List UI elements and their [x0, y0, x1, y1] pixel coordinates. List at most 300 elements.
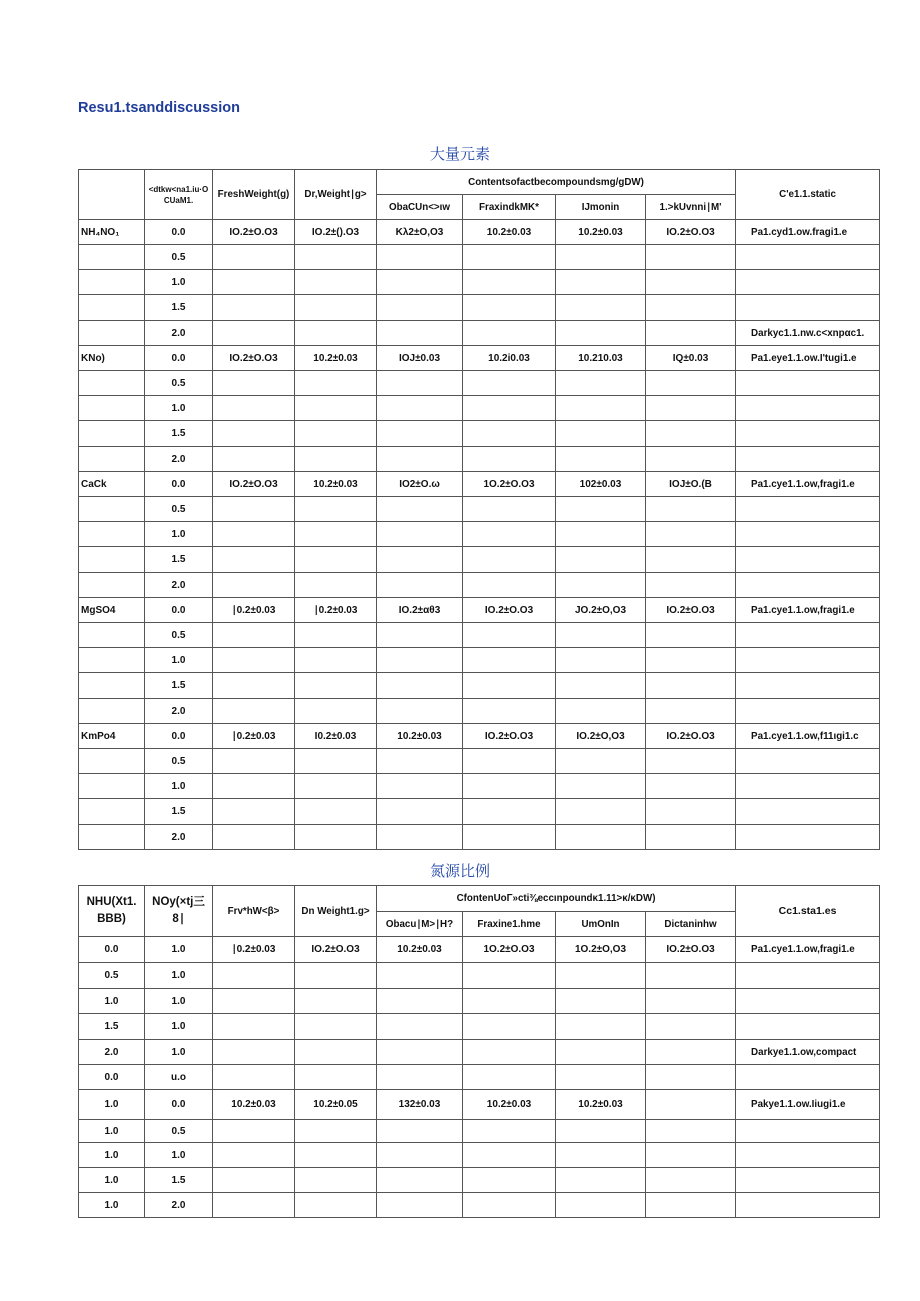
no3-ratio-cell: 1.0 [145, 1014, 213, 1040]
callus-note-cell [736, 1143, 880, 1168]
value-cell: 10.2i0.03 [463, 346, 556, 371]
value-cell [295, 421, 377, 447]
concentration-cell: 0.5 [145, 749, 213, 774]
table-row [79, 1040, 880, 1065]
concentration-cell: 1.5 [145, 421, 213, 447]
value-cell [556, 1120, 646, 1143]
value-cell: ∣0.2±0.03 [213, 598, 295, 623]
callus-note-cell [736, 573, 880, 598]
value-cell [646, 1040, 736, 1065]
value-cell [463, 321, 556, 346]
empty-label-cell [79, 673, 145, 699]
table-row [79, 547, 880, 573]
value-cell [377, 245, 463, 270]
value-cell [213, 270, 295, 295]
callus-note-cell [736, 421, 880, 447]
table-row [79, 447, 880, 472]
value-cell [646, 1014, 736, 1040]
concentration-cell: 1.5 [145, 547, 213, 573]
nh4-ratio-cell: 1.5 [79, 1014, 145, 1040]
callus-note-cell [736, 522, 880, 547]
value-cell [463, 774, 556, 799]
value-cell: Kλ2±O,O3 [377, 220, 463, 245]
no3-ratio-cell: 0.0 [145, 1090, 213, 1120]
value-cell [295, 673, 377, 699]
value-cell [646, 1168, 736, 1193]
value-cell [463, 497, 556, 522]
callus-note-cell [736, 295, 880, 321]
concentration-cell: 1.0 [145, 648, 213, 673]
table-row [79, 1143, 880, 1168]
value-cell [295, 522, 377, 547]
value-cell [295, 623, 377, 648]
compound-label: KmPo4 [79, 724, 145, 749]
value-cell [377, 1143, 463, 1168]
value-cell [646, 270, 736, 295]
no3-ratio-cell: 1.0 [145, 1143, 213, 1168]
value-cell [295, 774, 377, 799]
value-cell [556, 522, 646, 547]
compound-label: MgSO4 [79, 598, 145, 623]
value-cell: 10.2±0.03 [377, 724, 463, 749]
t2-header-callus: Cc1.sta1.es [736, 886, 880, 937]
value-cell [556, 648, 646, 673]
value-cell [377, 1168, 463, 1193]
t1-header-compound-2: FraxindkMK* [463, 195, 556, 220]
callus-note-cell [736, 799, 880, 825]
t2-header-compound-2: Fraxine1.hme [463, 912, 556, 937]
value-cell: IO.2±O.O3 [295, 937, 377, 963]
value-cell [213, 573, 295, 598]
value-cell [556, 1143, 646, 1168]
t2-header-compound-3: UmOnIn [556, 912, 646, 937]
value-cell [377, 522, 463, 547]
value-cell [213, 825, 295, 850]
value-cell [646, 623, 736, 648]
value-cell [556, 573, 646, 598]
table-row [79, 1120, 880, 1143]
value-cell [295, 799, 377, 825]
value-cell [377, 295, 463, 321]
value-cell [295, 497, 377, 522]
table-row [79, 825, 880, 850]
section-heading: Resu1.tsanddiscussion [78, 100, 240, 116]
value-cell [646, 1193, 736, 1218]
value-cell [377, 699, 463, 724]
concentration-cell: 0.0 [145, 724, 213, 749]
value-cell [377, 1065, 463, 1090]
concentration-cell: 0.5 [145, 497, 213, 522]
value-cell [646, 648, 736, 673]
concentration-cell: 1.0 [145, 396, 213, 421]
value-cell [295, 1014, 377, 1040]
value-cell [377, 396, 463, 421]
compound-label: NH₄NO₁ [79, 220, 145, 245]
value-cell: 10.2±0.03 [295, 472, 377, 497]
value-cell [213, 522, 295, 547]
value-cell [463, 1193, 556, 1218]
table-row [79, 421, 880, 447]
value-cell [556, 1040, 646, 1065]
concentration-cell: 1.0 [145, 270, 213, 295]
empty-label-cell [79, 245, 145, 270]
callus-note-cell [736, 497, 880, 522]
value-cell: ∣0.2±0.03 [213, 724, 295, 749]
value-cell [463, 270, 556, 295]
nh4-ratio-cell: 1.0 [79, 1090, 145, 1120]
t1-header-compound-3: IJmonin [556, 195, 646, 220]
nh4-ratio-cell: 1.0 [79, 1120, 145, 1143]
nitrogen-ratio-table [78, 885, 880, 1218]
concentration-cell: 2.0 [145, 447, 213, 472]
value-cell [646, 825, 736, 850]
value-cell [556, 673, 646, 699]
value-cell [295, 989, 377, 1014]
callus-note-cell: Darkyc1.1.nw.c<xnpαc1. [736, 321, 880, 346]
no3-ratio-cell: 1.0 [145, 989, 213, 1014]
concentration-cell: 0.0 [145, 346, 213, 371]
callus-note-cell [736, 547, 880, 573]
callus-note-cell [736, 623, 880, 648]
value-cell [377, 825, 463, 850]
value-cell: 1O.2±O,O3 [556, 937, 646, 963]
table-row [79, 799, 880, 825]
concentration-cell: 0.0 [145, 220, 213, 245]
value-cell [295, 1143, 377, 1168]
value-cell [463, 1014, 556, 1040]
concentration-cell: 1.5 [145, 673, 213, 699]
value-cell [295, 963, 377, 989]
value-cell [377, 749, 463, 774]
t2-header-compound-4: Dictaninhw [646, 912, 736, 937]
value-cell [295, 270, 377, 295]
value-cell [556, 396, 646, 421]
value-cell [556, 497, 646, 522]
nh4-ratio-cell: 1.0 [79, 1168, 145, 1193]
value-cell [377, 371, 463, 396]
value-cell [377, 648, 463, 673]
table-row [79, 749, 880, 774]
table-row [79, 699, 880, 724]
callus-note-cell [736, 673, 880, 699]
concentration-cell: 2.0 [145, 321, 213, 346]
value-cell [463, 963, 556, 989]
empty-label-cell [79, 421, 145, 447]
value-cell [377, 547, 463, 573]
value-cell [556, 989, 646, 1014]
value-cell [213, 673, 295, 699]
callus-note-cell [736, 825, 880, 850]
value-cell [377, 623, 463, 648]
value-cell: IO.2±O.O3 [213, 220, 295, 245]
value-cell [556, 699, 646, 724]
value-cell [463, 1143, 556, 1168]
concentration-cell: 0.5 [145, 245, 213, 270]
table-row [79, 497, 880, 522]
table-row [79, 522, 880, 547]
value-cell [213, 321, 295, 346]
value-cell [463, 623, 556, 648]
callus-note-cell [736, 1065, 880, 1090]
value-cell: IO.2±O.O3 [646, 724, 736, 749]
value-cell [377, 1014, 463, 1040]
value-cell [646, 396, 736, 421]
concentration-cell: 1.5 [145, 799, 213, 825]
value-cell [646, 447, 736, 472]
value-cell: 10.2±0.03 [463, 220, 556, 245]
callus-note-cell [736, 699, 880, 724]
value-cell: IO.2±O.O3 [646, 598, 736, 623]
value-cell [463, 1120, 556, 1143]
value-cell: ∣0.2±0.03 [213, 937, 295, 963]
callus-note-cell: Pa1.cye1.1.ow,f11ιgi1.c [736, 724, 880, 749]
value-cell [556, 295, 646, 321]
value-cell [295, 699, 377, 724]
value-cell: 132±0.03 [377, 1090, 463, 1120]
value-cell [377, 673, 463, 699]
value-cell [377, 774, 463, 799]
concentration-cell: 0.0 [145, 598, 213, 623]
value-cell [213, 749, 295, 774]
t2-header-contents: CfontenUoΓ»cti⅜eccιnpoundκ1.11>κ/κDW) [377, 886, 736, 912]
value-cell [213, 648, 295, 673]
no3-ratio-cell: 1.5 [145, 1168, 213, 1193]
value-cell [213, 963, 295, 989]
value-cell [463, 447, 556, 472]
empty-label-cell [79, 699, 145, 724]
value-cell [377, 321, 463, 346]
value-cell [213, 1168, 295, 1193]
value-cell [646, 1143, 736, 1168]
table2-caption: 氮源比例 [429, 863, 490, 880]
table-row [79, 1193, 880, 1218]
value-cell: 10.2±0.03 [556, 1090, 646, 1120]
callus-note-cell: Pa1.eye1.1.ow.I'tugi1.e [736, 346, 880, 371]
value-cell [463, 396, 556, 421]
table-row [79, 989, 880, 1014]
callus-note-cell: Pakye1.1.ow.Iiugi1.e [736, 1090, 880, 1120]
value-cell [646, 497, 736, 522]
value-cell [213, 1193, 295, 1218]
empty-label-cell [79, 522, 145, 547]
empty-label-cell [79, 547, 145, 573]
value-cell [295, 547, 377, 573]
value-cell [213, 623, 295, 648]
value-cell [463, 1168, 556, 1193]
value-cell [556, 245, 646, 270]
table-row [79, 937, 880, 963]
value-cell [556, 1065, 646, 1090]
value-cell: 10.2±0.03 [295, 346, 377, 371]
value-cell [463, 245, 556, 270]
value-cell [556, 547, 646, 573]
value-cell [556, 371, 646, 396]
empty-label-cell [79, 799, 145, 825]
t1-header-contents: Contentsofactbecompoundsmg/gDW) [377, 170, 736, 195]
table-row [79, 220, 880, 245]
empty-label-cell [79, 396, 145, 421]
no3-ratio-cell: 1.0 [145, 963, 213, 989]
value-cell: 102±0.03 [556, 472, 646, 497]
value-cell [213, 799, 295, 825]
value-cell [213, 1014, 295, 1040]
value-cell [463, 699, 556, 724]
value-cell [556, 1193, 646, 1218]
value-cell: IO2±O.ω [377, 472, 463, 497]
empty-label-cell [79, 295, 145, 321]
table-row [79, 270, 880, 295]
value-cell: IOJ±O.(B [646, 472, 736, 497]
value-cell [556, 749, 646, 774]
concentration-cell: 2.0 [145, 699, 213, 724]
nh4-ratio-cell: 1.0 [79, 1143, 145, 1168]
value-cell [377, 270, 463, 295]
t1-header-compound-4: 1.>kUvnni∣M' [646, 195, 736, 220]
value-cell [213, 245, 295, 270]
value-cell: 10.210.03 [556, 346, 646, 371]
value-cell [463, 648, 556, 673]
callus-note-cell [736, 396, 880, 421]
callus-note-cell [736, 774, 880, 799]
value-cell [646, 573, 736, 598]
empty-label-cell [79, 623, 145, 648]
t2-header-no3: NOy(×tj三 8∣ [145, 886, 213, 937]
callus-note-cell [736, 447, 880, 472]
value-cell: IO.2±O.O3 [463, 724, 556, 749]
value-cell: IO.2±O.O3 [213, 472, 295, 497]
empty-label-cell [79, 371, 145, 396]
callus-note-cell [736, 1193, 880, 1218]
value-cell [646, 1090, 736, 1120]
nh4-ratio-cell: 1.0 [79, 989, 145, 1014]
value-cell [213, 396, 295, 421]
concentration-cell: 1.0 [145, 774, 213, 799]
table-row [79, 1014, 880, 1040]
value-cell: 1O.2±O.O3 [463, 937, 556, 963]
table-row [79, 648, 880, 673]
value-cell [556, 799, 646, 825]
callus-note-cell: Pa1.cyd1.ow.fragi1.e [736, 220, 880, 245]
value-cell [646, 1120, 736, 1143]
callus-note-cell [736, 270, 880, 295]
value-cell [556, 270, 646, 295]
value-cell [213, 497, 295, 522]
value-cell [213, 1065, 295, 1090]
value-cell [377, 1120, 463, 1143]
callus-note-cell: Darkye1.1.ow,compact [736, 1040, 880, 1065]
value-cell [463, 547, 556, 573]
value-cell: IO.2±αθ3 [377, 598, 463, 623]
empty-label-cell [79, 270, 145, 295]
value-cell [646, 774, 736, 799]
t1-header-blank [79, 170, 145, 220]
value-cell [646, 295, 736, 321]
value-cell [463, 825, 556, 850]
no3-ratio-cell: 2.0 [145, 1193, 213, 1218]
t1-header-concentration: <dtkw<na1.iu·O CUaM1. [145, 170, 213, 220]
no3-ratio-cell: 1.0 [145, 1040, 213, 1065]
t2-header-compound-1: Obacu∣M>∣H? [377, 912, 463, 937]
value-cell [646, 547, 736, 573]
value-cell [646, 1065, 736, 1090]
empty-label-cell [79, 321, 145, 346]
value-cell [295, 1168, 377, 1193]
value-cell [463, 522, 556, 547]
t1-header-fresh-weight: FreshWeight(g) [213, 170, 295, 220]
value-cell: 10.2±0.03 [556, 220, 646, 245]
callus-note-cell [736, 749, 880, 774]
value-cell: IQ±0.03 [646, 346, 736, 371]
table-row [79, 598, 880, 623]
value-cell: 10.2±0.03 [463, 1090, 556, 1120]
macro-element-table [78, 169, 880, 850]
concentration-cell: 0.5 [145, 623, 213, 648]
value-cell [646, 321, 736, 346]
table-row [79, 724, 880, 749]
value-cell [463, 1040, 556, 1065]
value-cell [295, 1193, 377, 1218]
value-cell [556, 623, 646, 648]
value-cell: 10.2±0.03 [377, 937, 463, 963]
value-cell [556, 1014, 646, 1040]
table-row [79, 623, 880, 648]
empty-label-cell [79, 774, 145, 799]
table1-caption: 大量元素 [429, 146, 490, 163]
callus-note-cell [736, 1168, 880, 1193]
value-cell [556, 447, 646, 472]
value-cell [377, 1040, 463, 1065]
value-cell [377, 447, 463, 472]
value-cell [295, 825, 377, 850]
value-cell [295, 295, 377, 321]
callus-note-cell [736, 989, 880, 1014]
value-cell [213, 447, 295, 472]
value-cell: ∣0.2±0.03 [295, 598, 377, 623]
value-cell [295, 648, 377, 673]
value-cell [646, 799, 736, 825]
table-row [79, 673, 880, 699]
table-row [79, 573, 880, 598]
callus-note-cell [736, 245, 880, 270]
value-cell [295, 321, 377, 346]
value-cell [295, 1040, 377, 1065]
table-row [79, 346, 880, 371]
value-cell [213, 547, 295, 573]
value-cell [646, 371, 736, 396]
nh4-ratio-cell: 0.0 [79, 1065, 145, 1090]
value-cell [213, 421, 295, 447]
table-row [79, 1090, 880, 1120]
value-cell: I0.2±0.03 [295, 724, 377, 749]
t1-header-callus: C'e1.1.static [736, 170, 880, 220]
table-row [79, 245, 880, 270]
value-cell [556, 421, 646, 447]
table-row [79, 295, 880, 321]
value-cell [463, 989, 556, 1014]
value-cell [213, 989, 295, 1014]
table-row [79, 472, 880, 497]
table-row [79, 1065, 880, 1090]
value-cell [213, 295, 295, 321]
value-cell [295, 447, 377, 472]
value-cell [646, 963, 736, 989]
value-cell [295, 371, 377, 396]
value-cell [646, 673, 736, 699]
empty-label-cell [79, 497, 145, 522]
t1-header-compound-1: ObaCUn<>ιw [377, 195, 463, 220]
value-cell: IO.2±O.O3 [463, 598, 556, 623]
value-cell [463, 799, 556, 825]
